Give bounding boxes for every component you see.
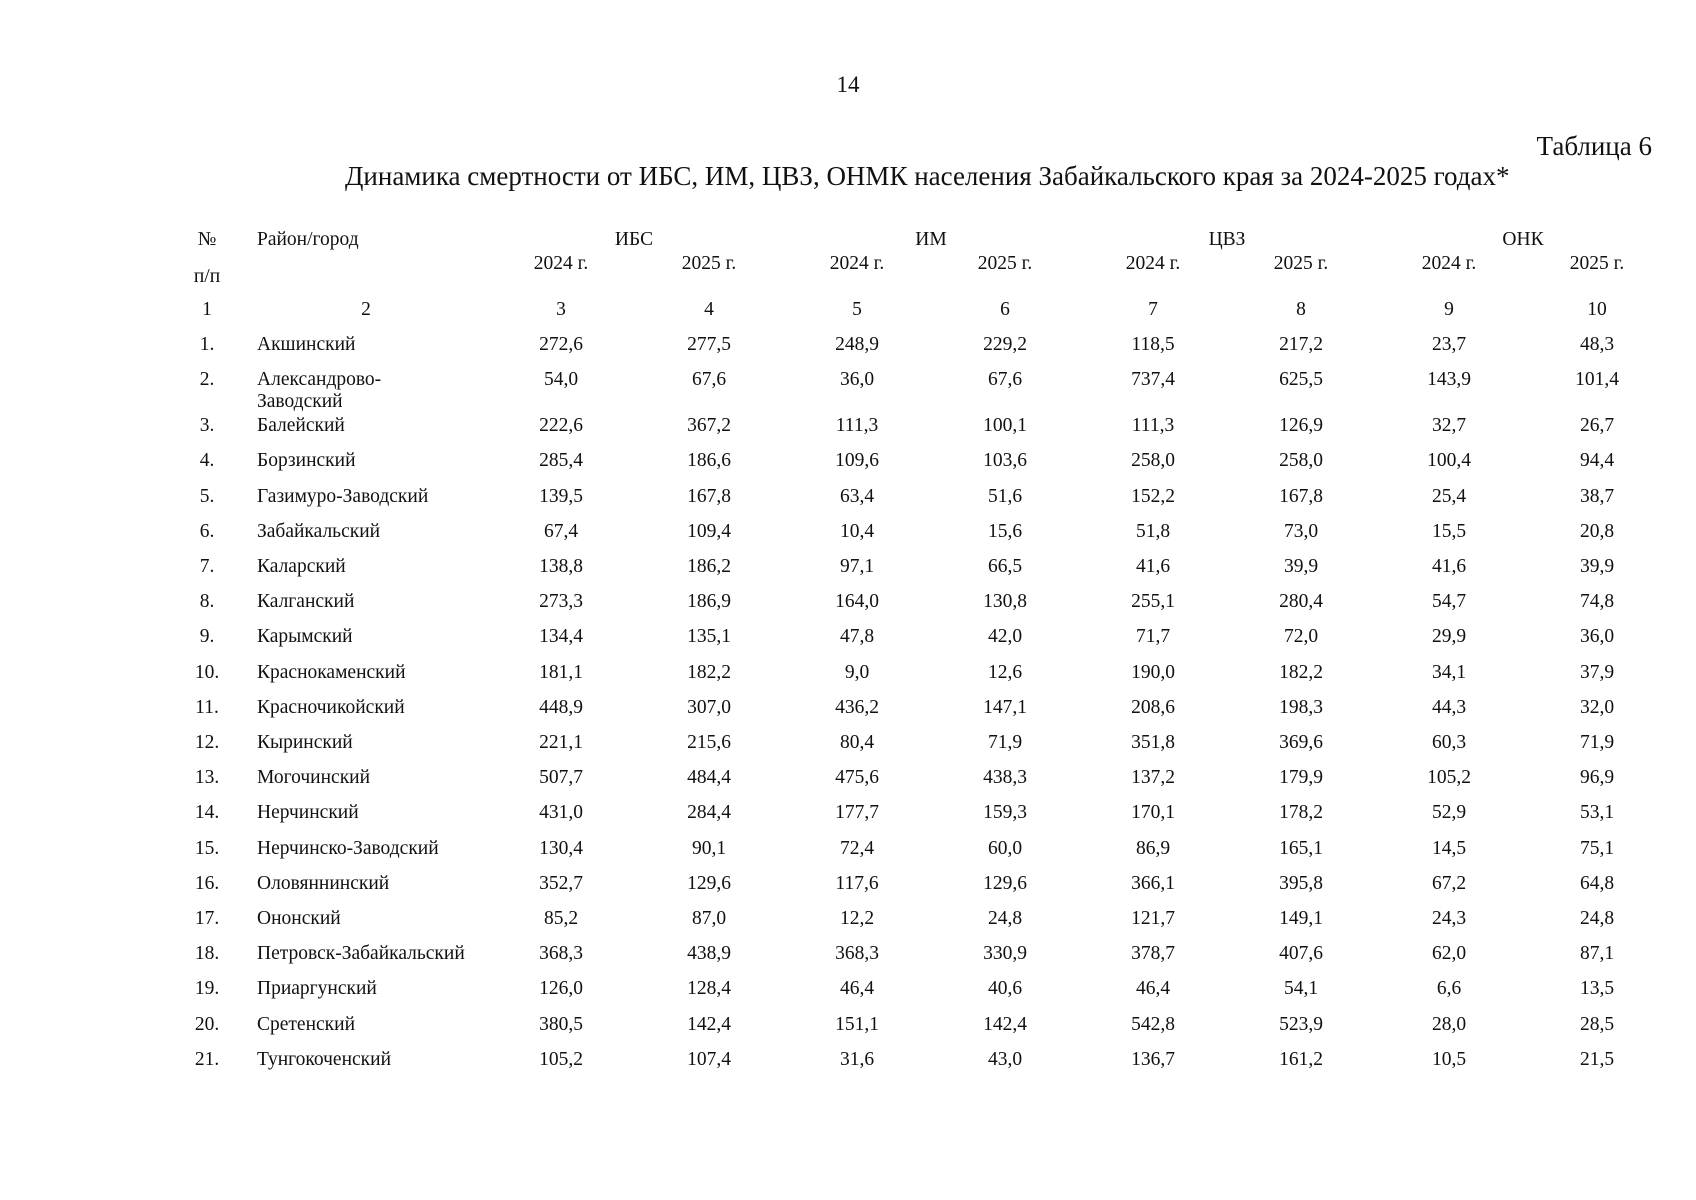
table-cell: 71,9 xyxy=(987,732,1023,753)
table-cell: 280,4 xyxy=(1279,591,1323,613)
table-label: Таблица 6 xyxy=(1536,131,1652,161)
table-cell: 130,4 xyxy=(539,837,583,859)
table-cell: 86,9 xyxy=(1135,837,1171,859)
table-cell: 75,1 xyxy=(1579,837,1615,859)
table-cell: 255,1 xyxy=(1131,591,1175,613)
row-number: 2. xyxy=(199,369,215,391)
table-cell: 36,0 xyxy=(1579,626,1615,648)
column-number: 3 xyxy=(556,299,566,320)
table-cell: 272,6 xyxy=(539,334,583,355)
column-number: 7 xyxy=(1148,299,1158,320)
table-cell: 111,3 xyxy=(1131,415,1175,437)
row-number: 11. xyxy=(195,696,219,718)
table-cell: 24,8 xyxy=(987,908,1023,929)
table-cell: 178,2 xyxy=(1279,802,1323,824)
table-cell: 29,9 xyxy=(1431,626,1467,648)
table-cell: 484,4 xyxy=(687,767,731,789)
district-name: Нерчинско-Заводский xyxy=(257,837,439,859)
table-cell: 431,0 xyxy=(539,802,583,824)
table-cell: 10,4 xyxy=(839,520,875,542)
table-cell: 73,0 xyxy=(1283,520,1319,542)
row-number: 17. xyxy=(194,908,220,929)
column-number: 5 xyxy=(852,299,862,320)
table-cell: 117,6 xyxy=(835,872,879,894)
row-number: 14. xyxy=(194,802,220,824)
header-year: 2024 г. xyxy=(1125,253,1181,274)
header-year: 2024 г. xyxy=(829,253,885,274)
table-cell: 351,8 xyxy=(1131,732,1175,753)
table-cell: 32,0 xyxy=(1579,696,1615,718)
table-cell: 85,2 xyxy=(543,908,579,929)
table-cell: 39,9 xyxy=(1579,556,1615,577)
header-number-sub: п/п xyxy=(193,266,221,287)
table-cell: 67,6 xyxy=(691,369,727,391)
table-title: Динамика смертности от ИБС, ИМ, ЦВЗ, ОНМК населения Забайкальского края за 2024-2025 годах* xyxy=(345,161,1510,191)
table-cell: 182,2 xyxy=(1279,661,1323,683)
table-cell: 72,4 xyxy=(839,837,875,859)
district-name: Сретенский xyxy=(257,1013,356,1035)
table-cell: 167,8 xyxy=(687,485,731,507)
table-cell: 103,6 xyxy=(983,450,1027,472)
table-cell: 380,5 xyxy=(539,1013,583,1035)
table-cell: 31,6 xyxy=(839,1048,875,1070)
table-cell: 523,9 xyxy=(1279,1013,1323,1035)
district-name: Приаргунский xyxy=(257,978,377,1000)
table-cell: 26,7 xyxy=(1579,415,1615,437)
district-name: Заводский xyxy=(257,391,343,413)
district-name: Ононский xyxy=(257,908,341,929)
table-cell: 101,4 xyxy=(1575,369,1619,391)
table-cell: 147,1 xyxy=(983,696,1027,718)
table-cell: 63,4 xyxy=(839,485,875,507)
table-cell: 368,3 xyxy=(835,943,879,965)
table-cell: 129,6 xyxy=(687,872,731,894)
table-cell: 248,9 xyxy=(835,334,879,355)
row-number: 8. xyxy=(199,591,215,613)
table-cell: 161,2 xyxy=(1279,1048,1323,1070)
district-name: Александрово- xyxy=(257,369,382,391)
table-cell: 130,8 xyxy=(983,591,1027,613)
row-number: 21. xyxy=(194,1048,220,1070)
table-cell: 284,4 xyxy=(687,802,731,824)
table-cell: 14,5 xyxy=(1431,837,1467,859)
table-cell: 273,3 xyxy=(539,591,583,613)
table-cell: 352,7 xyxy=(539,872,583,894)
table-cell: 46,4 xyxy=(839,978,875,1000)
table-cell: 66,5 xyxy=(987,556,1023,577)
table-cell: 60,3 xyxy=(1431,732,1467,753)
row-number: 19. xyxy=(194,978,220,1000)
table-cell: 407,6 xyxy=(1279,943,1323,965)
table-cell: 229,2 xyxy=(983,334,1027,355)
table-cell: 62,0 xyxy=(1431,943,1467,965)
table-cell: 151,1 xyxy=(835,1013,879,1035)
row-number: 20. xyxy=(194,1013,220,1035)
district-name: Петровск-Забайкальский xyxy=(257,943,465,965)
table-cell: 28,5 xyxy=(1579,1013,1615,1035)
table-cell: 87,1 xyxy=(1579,943,1615,965)
table-cell: 74,8 xyxy=(1579,591,1615,613)
table-cell: 258,0 xyxy=(1279,450,1323,472)
table-cell: 395,8 xyxy=(1279,872,1323,894)
row-number: 1. xyxy=(199,334,215,355)
table-cell: 54,0 xyxy=(543,369,579,391)
table-cell: 625,5 xyxy=(1279,369,1323,391)
row-number: 4. xyxy=(199,450,215,472)
table-cell: 80,4 xyxy=(839,732,875,753)
table-cell: 438,9 xyxy=(687,943,731,965)
table-cell: 507,7 xyxy=(539,767,583,789)
table-cell: 186,2 xyxy=(687,556,731,577)
table-cell: 42,0 xyxy=(987,626,1023,648)
table-cell: 186,9 xyxy=(687,591,731,613)
table-cell: 142,4 xyxy=(983,1013,1027,1035)
table-cell: 6,6 xyxy=(1436,978,1462,1000)
row-number: 15. xyxy=(194,837,220,859)
table-cell: 34,1 xyxy=(1431,661,1467,683)
district-name: Могочинский xyxy=(257,767,371,789)
table-cell: 71,9 xyxy=(1579,732,1615,753)
table-cell: 126,9 xyxy=(1279,415,1323,437)
table-cell: 39,9 xyxy=(1283,556,1319,577)
row-number: 9. xyxy=(199,626,215,648)
table-cell: 53,1 xyxy=(1579,802,1615,824)
district-name: Акшинский xyxy=(257,334,356,355)
table-cell: 41,6 xyxy=(1431,556,1467,577)
district-name: Каларский xyxy=(257,556,346,577)
header-number: № xyxy=(197,229,217,250)
table-cell: 9,0 xyxy=(844,661,870,683)
table-cell: 475,6 xyxy=(835,767,879,789)
table-cell: 25,4 xyxy=(1431,485,1467,507)
table-cell: 44,3 xyxy=(1431,696,1467,718)
table-cell: 217,2 xyxy=(1279,334,1323,355)
row-number: 13. xyxy=(194,767,220,789)
table-cell: 366,1 xyxy=(1131,872,1175,894)
table-cell: 100,4 xyxy=(1427,450,1471,472)
table-cell: 165,1 xyxy=(1279,837,1323,859)
table-cell: 307,0 xyxy=(687,696,731,718)
table-cell: 436,2 xyxy=(835,696,879,718)
row-number: 12. xyxy=(194,732,220,753)
table-cell: 15,6 xyxy=(987,520,1023,542)
table-cell: 51,6 xyxy=(987,485,1023,507)
table-cell: 258,0 xyxy=(1131,450,1175,472)
table-cell: 100,1 xyxy=(983,415,1027,437)
table-cell: 164,0 xyxy=(835,591,879,613)
table-cell: 38,7 xyxy=(1579,485,1615,507)
header-year: 2025 г. xyxy=(681,253,737,274)
table-cell: 330,9 xyxy=(983,943,1027,965)
table-cell: 40,6 xyxy=(987,978,1023,1000)
column-number: 4 xyxy=(704,299,714,320)
header-year: 2025 г. xyxy=(1569,253,1625,274)
row-number: 6. xyxy=(199,520,215,542)
table-cell: 177,7 xyxy=(835,802,879,824)
table-cell: 182,2 xyxy=(687,661,731,683)
column-number: 10 xyxy=(1587,299,1607,320)
table-cell: 134,4 xyxy=(539,626,583,648)
table-cell: 221,1 xyxy=(539,732,583,753)
table-cell: 129,6 xyxy=(983,872,1027,894)
table-cell: 368,3 xyxy=(539,943,583,965)
table-cell: 43,0 xyxy=(987,1048,1023,1070)
district-name: Калганский xyxy=(257,591,355,613)
table-cell: 159,3 xyxy=(983,802,1027,824)
table-cell: 137,2 xyxy=(1131,767,1175,789)
table-cell: 111,3 xyxy=(835,415,879,437)
table-cell: 118,5 xyxy=(1131,334,1175,355)
header-year: 2025 г. xyxy=(1273,253,1329,274)
row-number: 5. xyxy=(199,485,215,507)
table-cell: 277,5 xyxy=(687,334,731,355)
table-cell: 64,8 xyxy=(1579,872,1615,894)
table-cell: 121,7 xyxy=(1131,908,1175,929)
table-cell: 170,1 xyxy=(1131,802,1175,824)
table-cell: 51,8 xyxy=(1135,520,1171,542)
table-cell: 128,4 xyxy=(687,978,731,1000)
district-name: Красночикойский xyxy=(257,696,405,718)
table-cell: 24,8 xyxy=(1579,908,1615,929)
table-cell: 105,2 xyxy=(539,1048,583,1070)
table-cell: 41,6 xyxy=(1135,556,1171,577)
table-cell: 67,2 xyxy=(1431,872,1467,894)
row-number: 3. xyxy=(199,415,215,437)
table-cell: 71,7 xyxy=(1135,626,1171,648)
table-cell: 438,3 xyxy=(983,767,1027,789)
table-cell: 152,2 xyxy=(1131,485,1175,507)
table-cell: 21,5 xyxy=(1579,1048,1615,1070)
table-cell: 208,6 xyxy=(1131,696,1175,718)
table-cell: 215,6 xyxy=(687,732,731,753)
table-cell: 167,8 xyxy=(1279,485,1323,507)
row-number: 18. xyxy=(194,943,220,965)
table-cell: 36,0 xyxy=(839,369,875,391)
district-name: Балейский xyxy=(257,415,345,437)
district-name: Тунгокоченский xyxy=(257,1048,392,1070)
table-cell: 46,4 xyxy=(1135,978,1171,1000)
table-cell: 54,7 xyxy=(1431,591,1467,613)
table-cell: 222,6 xyxy=(539,415,583,437)
table-cell: 139,5 xyxy=(539,485,583,507)
table-cell: 15,5 xyxy=(1431,520,1467,542)
table-cell: 47,8 xyxy=(839,626,875,648)
table-cell: 369,6 xyxy=(1279,732,1323,753)
table-cell: 94,4 xyxy=(1579,450,1615,472)
table-cell: 138,8 xyxy=(539,556,583,577)
row-number: 10. xyxy=(194,661,220,683)
table-cell: 737,4 xyxy=(1131,369,1175,391)
table-cell: 12,6 xyxy=(987,661,1023,683)
table-cell: 542,8 xyxy=(1131,1013,1175,1035)
table-cell: 10,5 xyxy=(1431,1048,1467,1070)
header-group: ОНК xyxy=(1502,229,1544,250)
header-district: Район/город xyxy=(257,229,359,250)
table-cell: 378,7 xyxy=(1131,943,1175,965)
table-cell: 24,3 xyxy=(1431,908,1467,929)
district-name: Кыринский xyxy=(257,732,353,753)
table-cell: 105,2 xyxy=(1427,767,1471,789)
table-cell: 28,0 xyxy=(1431,1013,1467,1035)
table-cell: 23,7 xyxy=(1431,334,1467,355)
table-cell: 186,6 xyxy=(687,450,731,472)
district-name: Оловяннинский xyxy=(257,872,390,894)
row-number: 7. xyxy=(199,556,215,577)
table-cell: 37,9 xyxy=(1579,661,1615,683)
table-cell: 367,2 xyxy=(687,415,731,437)
district-name: Краснокаменский xyxy=(257,661,406,683)
column-number: 9 xyxy=(1444,299,1454,320)
table-cell: 97,1 xyxy=(839,556,875,577)
column-number: 2 xyxy=(361,299,371,320)
table-cell: 126,0 xyxy=(539,978,583,1000)
header-year: 2024 г. xyxy=(1421,253,1477,274)
district-name: Борзинский xyxy=(257,450,356,472)
table-cell: 109,4 xyxy=(687,520,731,542)
table-cell: 67,4 xyxy=(543,520,579,542)
header-group: ИМ xyxy=(915,229,947,250)
page-number: 14 xyxy=(836,72,860,97)
table-cell: 54,1 xyxy=(1283,978,1319,1000)
table-cell: 198,3 xyxy=(1279,696,1323,718)
table-cell: 32,7 xyxy=(1431,415,1467,437)
table-cell: 13,5 xyxy=(1579,978,1615,1000)
district-name: Нерчинский xyxy=(257,802,359,824)
table-cell: 149,1 xyxy=(1279,908,1323,929)
table-cell: 48,3 xyxy=(1579,334,1615,355)
table-cell: 96,9 xyxy=(1579,767,1615,789)
table-cell: 90,1 xyxy=(691,837,727,859)
district-name: Газимуро-Заводский xyxy=(257,485,429,507)
table-cell: 135,1 xyxy=(687,626,731,648)
district-name: Забайкальский xyxy=(257,520,381,542)
table-cell: 142,4 xyxy=(687,1013,731,1035)
table-cell: 52,9 xyxy=(1431,802,1467,824)
table-cell: 60,0 xyxy=(987,837,1023,859)
table-cell: 181,1 xyxy=(539,661,583,683)
header-group: ИБС xyxy=(614,229,654,250)
table-cell: 109,6 xyxy=(835,450,879,472)
table-cell: 190,0 xyxy=(1131,661,1175,683)
column-number: 1 xyxy=(202,299,212,320)
column-number: 8 xyxy=(1296,299,1306,320)
table-cell: 12,2 xyxy=(839,908,875,929)
district-name: Карымский xyxy=(257,626,353,648)
table-cell: 67,6 xyxy=(987,369,1023,391)
table-cell: 285,4 xyxy=(539,450,583,472)
table-cell: 72,0 xyxy=(1283,626,1319,648)
table-cell: 20,8 xyxy=(1579,520,1615,542)
table-cell: 143,9 xyxy=(1427,369,1471,391)
table-cell: 136,7 xyxy=(1131,1048,1175,1070)
table-cell: 87,0 xyxy=(691,908,727,929)
column-number: 6 xyxy=(1000,299,1010,320)
header-year: 2025 г. xyxy=(977,253,1033,274)
header-year: 2024 г. xyxy=(533,253,589,274)
row-number: 16. xyxy=(194,872,220,894)
table-cell: 448,9 xyxy=(539,696,583,718)
table-cell: 107,4 xyxy=(687,1048,731,1070)
table-cell: 179,9 xyxy=(1279,767,1323,789)
header-group: ЦВЗ xyxy=(1208,229,1246,250)
